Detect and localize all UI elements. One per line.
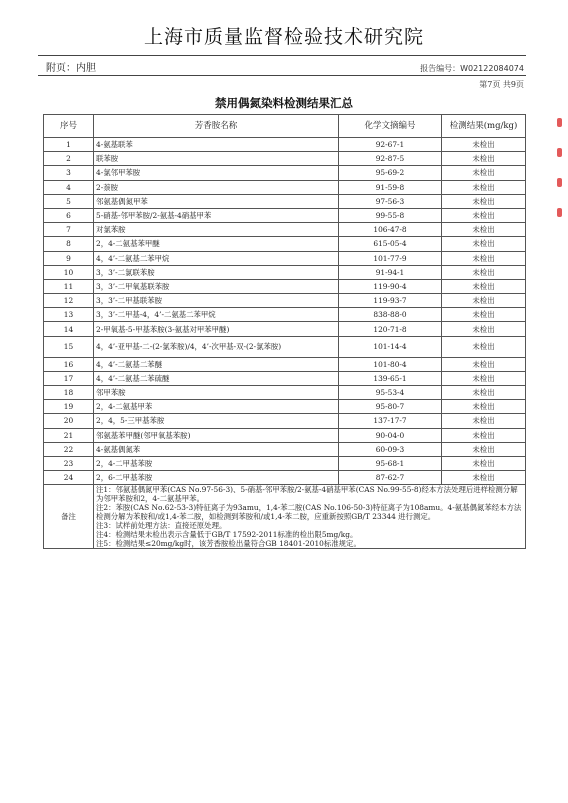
amine-name: 4，4’-亚甲基-二-(2-氯苯胺)/4，4’-次甲基-双-(2-氯苯胺) — [94, 336, 339, 357]
row-number: 11 — [44, 279, 94, 293]
result-value: 未检出 — [442, 322, 526, 336]
row-number: 1 — [44, 138, 94, 152]
result-value: 未检出 — [442, 194, 526, 208]
amine-name: 5-硝基-邻甲苯胺/2-氨基-4硝基甲苯 — [94, 208, 339, 222]
table-row — [44, 152, 526, 166]
table-row — [44, 265, 526, 279]
cas-number: 95-69-2 — [339, 166, 442, 180]
amine-name: 邻氨基苯甲醚(邻甲氧基苯胺) — [94, 428, 339, 442]
notes-label: 备注 — [44, 485, 94, 549]
result-value: 未检出 — [442, 400, 526, 414]
result-value: 未检出 — [442, 251, 526, 265]
amine-name: 对氯苯胺 — [94, 223, 339, 237]
amine-name: 2，4，5-三甲基苯胺 — [94, 414, 339, 428]
cas-number: 91-59-8 — [339, 180, 442, 194]
table-row — [44, 357, 526, 371]
institute-title: 上海市质量监督检验技术研究院 — [143, 26, 424, 48]
table-row — [44, 322, 526, 336]
row-number: 21 — [44, 428, 94, 442]
table-title: 禁用偶氮染料检测结果汇总 — [215, 96, 353, 110]
row-number: 15 — [44, 336, 94, 357]
cas-number: 615-05-4 — [339, 237, 442, 251]
row-number: 19 — [44, 400, 94, 414]
amine-name: 邻甲苯胺 — [94, 386, 339, 400]
result-value: 未检出 — [442, 166, 526, 180]
amine-name: 3，3’-二甲氧基联苯胺 — [94, 279, 339, 293]
table-row — [44, 386, 526, 400]
amine-name: 2，4-二氨基苯甲醚 — [94, 237, 339, 251]
table-row — [44, 237, 526, 251]
amine-name: 4-氨基偶氮苯 — [94, 442, 339, 456]
result-value: 未检出 — [442, 180, 526, 194]
table-row — [44, 371, 526, 385]
seam-stamp-mark — [557, 178, 562, 187]
result-value: 未检出 — [442, 279, 526, 293]
result-value: 未检出 — [442, 414, 526, 428]
cas-number: 119-90-4 — [339, 279, 442, 293]
table-row — [44, 279, 526, 293]
cas-number: 99-55-8 — [339, 208, 442, 222]
amine-name: 邻氨基偶氮甲苯 — [94, 194, 339, 208]
seam-stamp-mark — [557, 208, 562, 217]
cas-number: 101-80-4 — [339, 357, 442, 371]
row-number: 10 — [44, 265, 94, 279]
result-value: 未检出 — [442, 428, 526, 442]
amine-name: 2-甲氧基-5-甲基苯胺(3-氨基对甲苯甲醚) — [94, 322, 339, 336]
cas-number: 101-77-9 — [339, 251, 442, 265]
cas-number: 95-68-1 — [339, 456, 442, 470]
cas-number: 92-87-5 — [339, 152, 442, 166]
result-value: 未检出 — [442, 456, 526, 470]
row-number: 23 — [44, 456, 94, 470]
table-row — [44, 138, 526, 152]
cas-number: 838-88-0 — [339, 308, 442, 322]
cas-number: 95-53-4 — [339, 386, 442, 400]
col-header-name: 芳香胺名称 — [94, 115, 339, 138]
row-number: 18 — [44, 386, 94, 400]
table-row — [44, 251, 526, 265]
table-row — [44, 428, 526, 442]
row-number: 20 — [44, 414, 94, 428]
cas-number: 97-56-3 — [339, 194, 442, 208]
row-number: 5 — [44, 194, 94, 208]
note-3: 注3：试样前处理方法：直接还原处理。 — [96, 521, 227, 531]
report-number: 报告编号：W02122084074 — [420, 64, 524, 73]
table-row — [44, 294, 526, 308]
azo-results-table — [43, 114, 526, 549]
result-value: 未检出 — [442, 208, 526, 222]
row-number: 9 — [44, 251, 94, 265]
amine-name: 4，4’-二氨基二苯醚 — [94, 357, 339, 371]
result-value: 未检出 — [442, 386, 526, 400]
cas-number: 120-71-8 — [339, 322, 442, 336]
cas-number: 137-17-7 — [339, 414, 442, 428]
header-rule-lower — [38, 75, 526, 76]
result-value: 未检出 — [442, 237, 526, 251]
row-number: 7 — [44, 223, 94, 237]
cas-number: 92-67-1 — [339, 138, 442, 152]
result-value: 未检出 — [442, 471, 526, 485]
amine-name: 3，3’-二甲基联苯胺 — [94, 294, 339, 308]
result-value: 未检出 — [442, 357, 526, 371]
result-value: 未检出 — [442, 308, 526, 322]
result-value: 未检出 — [442, 371, 526, 385]
seam-stamp-mark — [557, 148, 562, 157]
cas-number: 106-47-8 — [339, 223, 442, 237]
table-row — [44, 400, 526, 414]
row-number: 13 — [44, 308, 94, 322]
cas-number: 90-04-0 — [339, 428, 442, 442]
attachment-label: 附页：内胆 — [46, 63, 96, 74]
col-header-no: 序号 — [44, 115, 94, 138]
amine-name: 3，3’-二氯联苯胺 — [94, 265, 339, 279]
result-value: 未检出 — [442, 294, 526, 308]
notes-row — [44, 485, 526, 549]
row-number: 14 — [44, 322, 94, 336]
cas-number: 95-80-7 — [339, 400, 442, 414]
row-number: 16 — [44, 357, 94, 371]
table-row — [44, 208, 526, 222]
table-header-row — [44, 115, 526, 138]
row-number: 3 — [44, 166, 94, 180]
table-row — [44, 308, 526, 322]
row-number: 8 — [44, 237, 94, 251]
amine-name: 2，6-二甲基苯胺 — [94, 471, 339, 485]
table-row — [44, 194, 526, 208]
amine-name: 4，4’-二氨基二苯甲烷 — [94, 251, 339, 265]
table-row — [44, 471, 526, 485]
amine-name: 2，4-二氨基甲苯 — [94, 400, 339, 414]
result-value: 未检出 — [442, 336, 526, 357]
note-2: 注2：苯胺(CAS No.62-53-3)特征离子为93amu，1,4-苯二胺(CAS No.106-50-3)特征离子为108amu。4-氨基偶氮苯经本方法检测分解为苯胺和/或1,4-苯二胺，如检测到苯胺和/或1,4-苯二胺，应重新按照GB/T 23344 进行测定。 — [96, 503, 522, 522]
amine-name: 4-氯邻甲苯胺 — [94, 166, 339, 180]
notes-cell — [94, 485, 526, 549]
row-number: 17 — [44, 371, 94, 385]
result-value: 未检出 — [442, 223, 526, 237]
amine-name: 4，4’-二氨基二苯硫醚 — [94, 371, 339, 385]
page-info: 第7页 共9页 — [479, 80, 524, 89]
table-body — [44, 138, 526, 485]
table-row — [44, 166, 526, 180]
table-row — [44, 442, 526, 456]
cas-number: 119-93-7 — [339, 294, 442, 308]
amine-name: 3，3’-二甲基-4，4’-二氨基二苯甲烷 — [94, 308, 339, 322]
table-row — [44, 223, 526, 237]
row-number: 22 — [44, 442, 94, 456]
note-5: 注5：检测结果≤20mg/kg时，该芳香胺检出量符合GB 18401-2010标准规定。 — [96, 539, 361, 549]
result-value: 未检出 — [442, 442, 526, 456]
table-row — [44, 414, 526, 428]
amine-name: 联苯胺 — [94, 152, 339, 166]
row-number: 6 — [44, 208, 94, 222]
amine-name: 2，4-二甲基苯胺 — [94, 456, 339, 470]
row-number: 2 — [44, 152, 94, 166]
note-4: 注4：检测结果未检出表示含量低于GB/T 17592-2011标准的检出限5mg/kg。 — [96, 530, 358, 540]
row-number: 12 — [44, 294, 94, 308]
cas-number: 87-62-7 — [339, 471, 442, 485]
table-row — [44, 336, 526, 357]
result-value: 未检出 — [442, 152, 526, 166]
cas-number: 60-09-3 — [339, 442, 442, 456]
amine-name: 2-萘胺 — [94, 180, 339, 194]
row-number: 4 — [44, 180, 94, 194]
col-header-result: 检测结果(mg/kg) — [442, 115, 526, 138]
table-row — [44, 456, 526, 470]
amine-name: 4-氨基联苯 — [94, 138, 339, 152]
cas-number: 101-14-4 — [339, 336, 442, 357]
result-value: 未检出 — [442, 138, 526, 152]
result-value: 未检出 — [442, 265, 526, 279]
note-1: 注1：邻氨基偶氮甲苯(CAS No.97-56-3)、5-硝基-邻甲苯胺/2-氨基-4硝基甲苯(CAS No.99-55-8)经本方法处理后进样检测分解为邻甲苯胺和2，4-二氨基甲苯。 — [96, 485, 518, 504]
seam-stamp-mark — [557, 118, 562, 127]
header-rule — [38, 55, 526, 56]
cas-number: 139-65-1 — [339, 371, 442, 385]
cas-number: 91-94-1 — [339, 265, 442, 279]
table-row — [44, 180, 526, 194]
row-number: 24 — [44, 471, 94, 485]
col-header-cas: 化学文摘编号 — [339, 115, 442, 138]
